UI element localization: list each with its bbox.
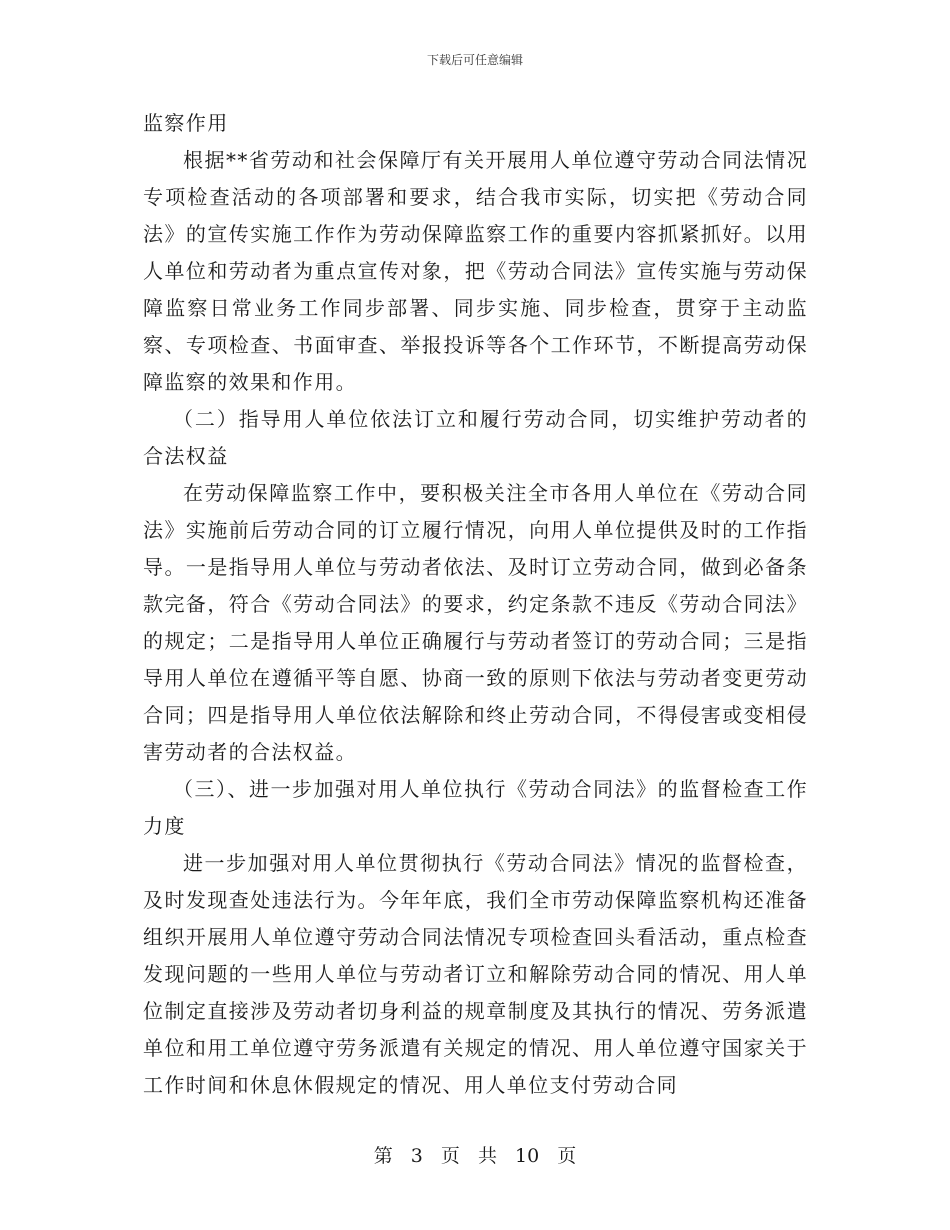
- section-heading-3: （三）、进一步加强对用人单位执行《劳动合同法》的监督检查工作力度: [143, 777, 808, 838]
- page-footer: [0, 1144, 950, 1168]
- page-prefix: 第: [373, 1145, 393, 1167]
- current-page-number: 3: [410, 1145, 423, 1167]
- paragraph-supervision: 进一步加强对用人单位贯彻执行《劳动合同法》情况的监督检查，及时发现查处违法行为。今年年底，我们全市劳动保障监察机构还准备组织开展用人单位遵守劳动合同法情况专项检查回头看活动，重点检查发现问题的一些用人单位与劳动者订立和解除劳动合同的情况、用人单位制定直接涉及劳动者切身利益的规章制度及其执行的情况、劳务派遣单位和用工单位遵守劳务派遣有关规定的情况、用人单位遵守国家关于工作时间和休息休假规定的情况、用人单位支付劳动合同: [143, 851, 808, 1097]
- page-suffix: 页: [557, 1145, 577, 1167]
- paragraph-guidance: 在劳动保障监察工作中，要积极关注全市各用人单位在《劳动合同法》实施前后劳动合同的订立履行情况，向用人单位提供及时的工作指导。一是指导用人单位与劳动者依法、及时订立劳动合同，做到必备条款完备，符合《劳动合同法》的要求，约定条款不违反《劳动合同法》的规定；二是指导用人单位正确履行与劳动者签订的劳动合同；三是指导用人单位在遵循平等自愿、协商一致的原则下依法与劳动者变更劳动合同；四是指导用人单位依法解除和终止劳动合同，不得侵害或变相侵害劳动者的合法权益。: [143, 481, 808, 764]
- total-word: 共: [477, 1145, 497, 1167]
- paragraph-publicity: 根据**省劳动和社会保障厅有关开展用人单位遵守劳动合同法情况专项检查活动的各项部署和要求，结合我市实际，切实把《劳动合同法》的宣传实施工作作为劳动保障监察工作的重要内容抓紧抓好。以用人单位和劳动者为重点宣传对象，把《劳动合同法》宣传实施与劳动保障监察日常业务工作同步部署、同步实施、同步检查，贯穿于主动监察、专项检查、书面审查、举报投诉等各个工作环节，不断提高劳动保障监察的效果和作用。: [143, 148, 808, 394]
- page-header: 下载后可任意编辑: [426, 53, 523, 67]
- paragraph-continuation: 监察作用: [143, 111, 229, 135]
- section-heading-2: （二）指导用人单位依法订立和履行劳动合同，切实维护劳动者的合法权益: [143, 407, 808, 468]
- total-page-number: 10: [515, 1145, 540, 1167]
- document-body: [143, 105, 808, 1104]
- page-word: 页: [440, 1145, 460, 1167]
